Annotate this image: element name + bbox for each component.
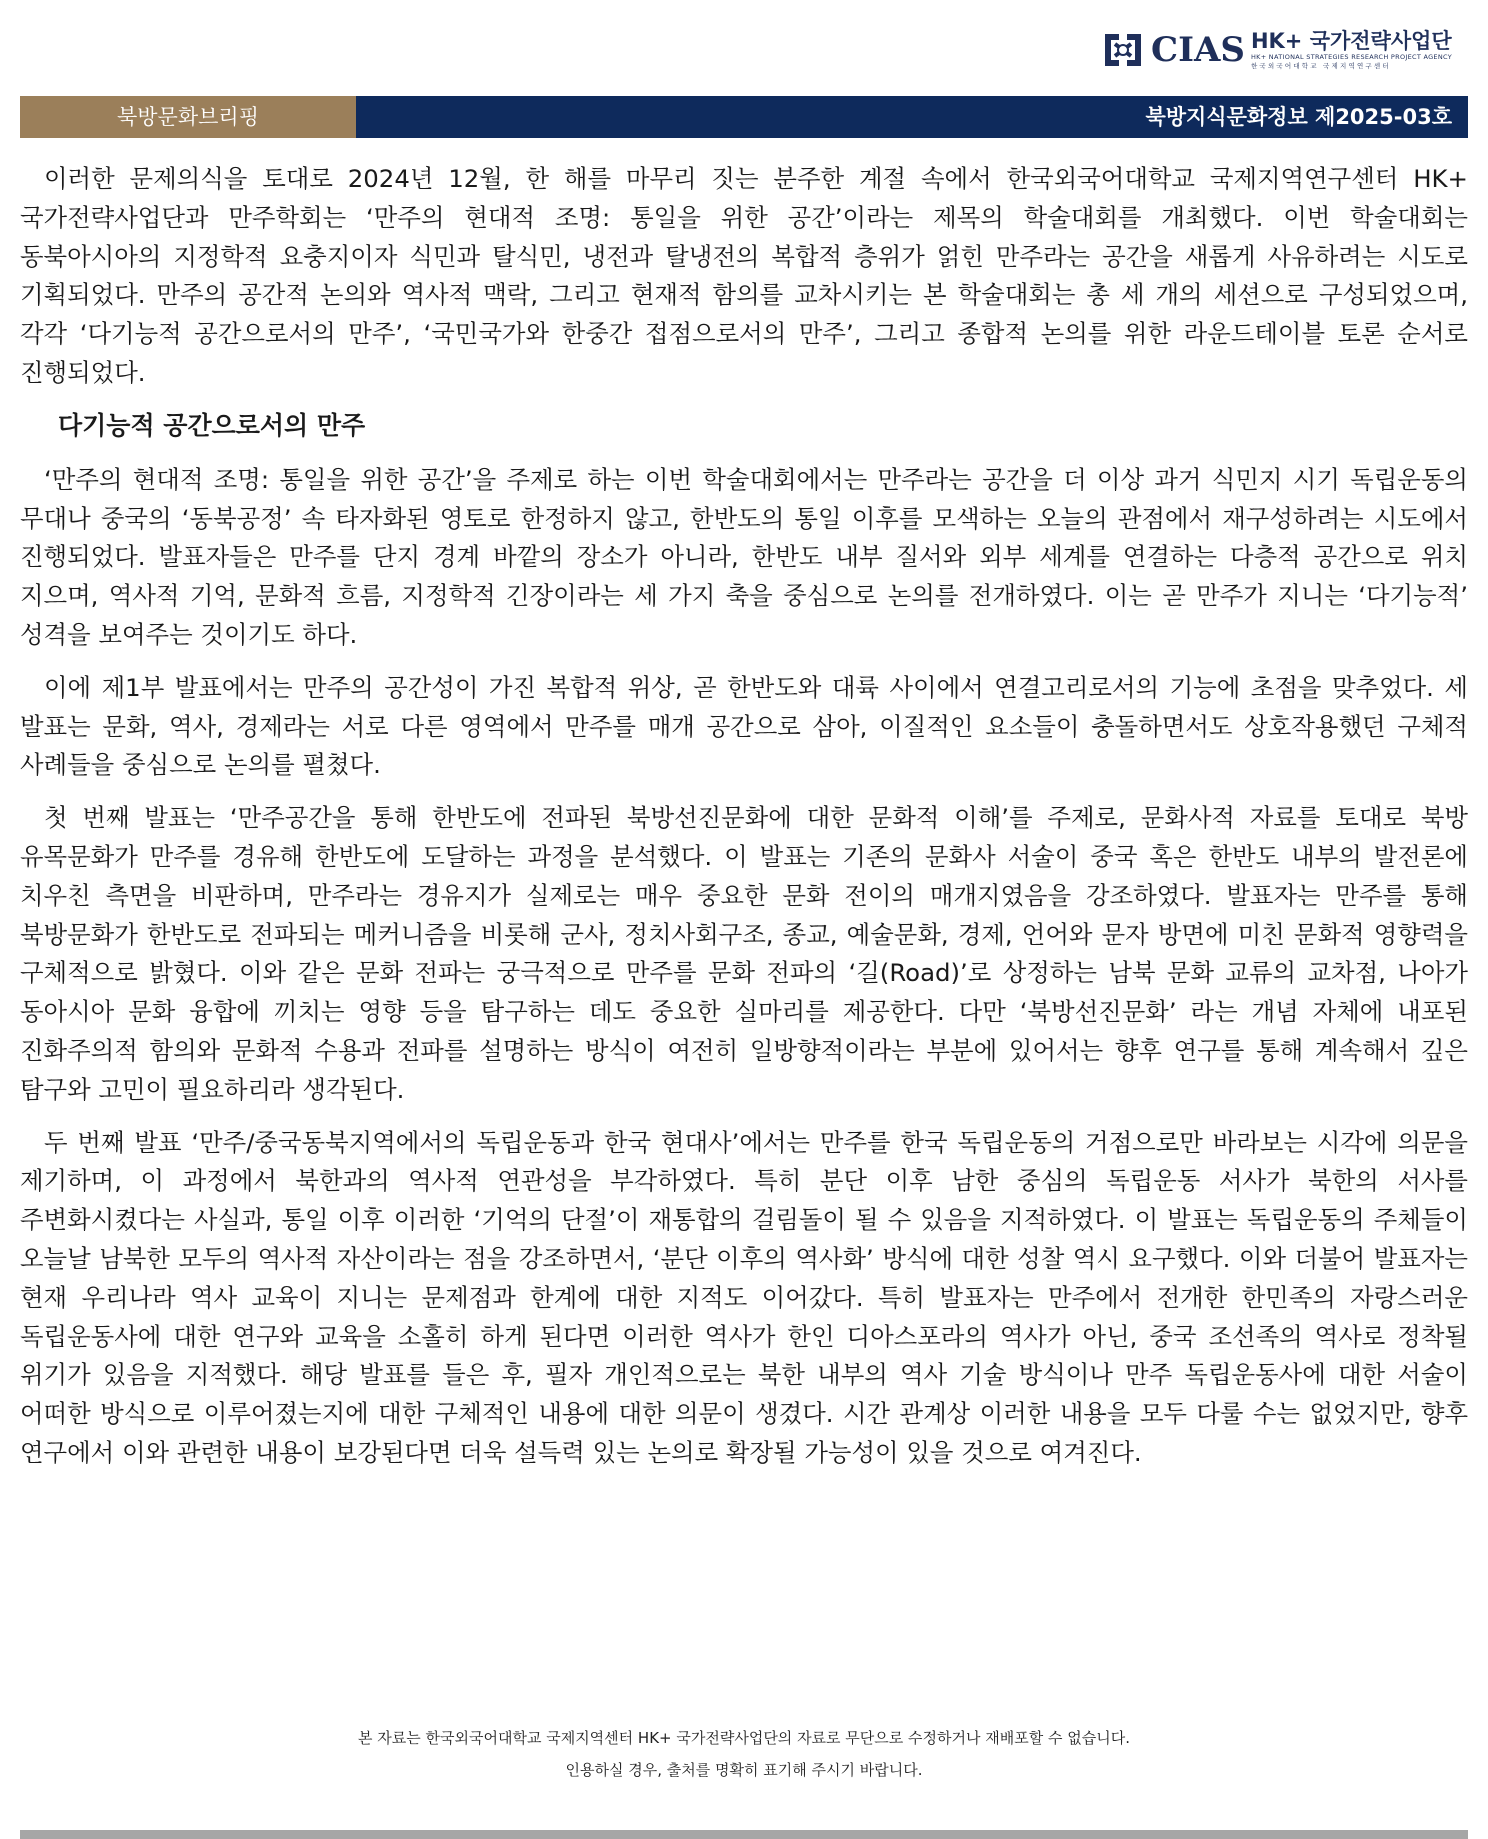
logo-subtitle-en: HK+ NATIONAL STRATEGIES RESEARCH PROJECT AGENCY [1250,53,1452,61]
footer-divider [20,1830,1468,1839]
article-body [20,160,1468,1487]
paragraph-part1: 이에 제1부 발표에서는 만주의 공간성이 가진 복합적 위상, 곧 한반도와 대륙 사이에서 연결고리로서의 기능에 초점을 맞추었다. 세 발표는 문화, 역사, 경제라는 서로 다른 영역에서 만주를 매개 공간으로 삼아, 이질적인 요소들이 충돌하면서도 상호작용했던 구체적 사례들을 중심으로 논의를 펼쳤다. [20,672,1468,780]
paragraph-section-overview: ‘만주의 현대적 조명: 통일을 위한 공간’을 주제로 하는 이번 학술대회에서는 만주라는 공간을 더 이상 과거 식민지 시기 독립운동의 무대나 중국의 ‘동북공정’ 속 타자화된 영토로 한정하지 않고, 한반도의 통일 이후를 모색하는 오늘의 관점에서 재구성하려는 시도에서 진행되었다. 발표자들은 만주를 단지 경계 바깥의 장소가 아니라, 한반도 내부 질서와 외부 세계를 연결하는 다층적 공간으로 위치 지으며, 역사적 기억, 문화적 흐름, 지정학적 긴장이라는 세 가지 축을 중심으로 논의를 전개하였다. 이는 곧 만주가 지니는 ‘다기능적’ 성격을 보여주는 것이기도 하다. [20,464,1468,649]
paragraph-intro: 이러한 문제의식을 토대로 2024년 12월, 한 해를 마무리 짓는 분주한 계절 속에서 한국외국어대학교 국제지역연구센터 HK+ 국가전략사업단과 만주학회는 ‘만주의 현대적 조명: 통일을 위한 공간’이라는 제목의 학술대회를 개최했다. 이번 학술대회는 동북아시아의 지정학적 요충지이자 식민과 탈식민, 냉전과 탈냉전의 복합적 층위가 얽힌 만주라는 공간을 새롭게 사유하려는 시도로 기획되었다. 만주의 공간적 논의와 역사적 맥락, 그리고 현재적 함의를 교차시키는 본 학술대회는 총 세 개의 세션으로 구성되었으며, 각각 ‘다기능적 공간으로서의 만주’, ‘국민국가와 한중간 접점으로서의 만주’, 그리고 종합적 논의를 위한 라운드테이블 토론 순서로 진행되었다. [20,164,1468,387]
issue-number-label: 북방지식문화정보 제2025-03호 [356,96,1468,138]
logo-brand-text: CIAS [1151,30,1245,70]
footer-copyright: 본 자료는 한국외국어대학교 국제지역센터 HK+ 국가전략사업단의 자료로 무단으로 수정하거나 재배포할 수 없습니다. [358,1729,1130,1747]
cias-logo [1101,22,1452,78]
paragraph-first-presentation: 첫 번째 발표는 ‘만주공간을 통해 한반도에 전파된 북방선진문화에 대한 문화적 이해’를 주제로, 문화사적 자료를 토대로 북방 유목문화가 만주를 경유해 한반도에 도달하는 과정을 분석했다. 이 발표는 기존의 문화사 서술이 중국 혹은 한반도 내부의 발전론에 치우친 측면을 비판하며, 만주라는 경유지가 실제로는 매우 중요한 문화 전이의 매개지였음을 강조하였다. 발표자는 만주를 통해 북방문화가 한반도로 전파되는 메커니즘을 비롯해 군사, 정치사회구조, 종교, 예술문화, 경제, 언어와 문자 방면에 미친 문화적 영향력을 구체적으로 밝혔다. 이와 같은 문화 전파는 궁극적으로 만주를 문화 전파의 ‘길(Road)’로 상정하는 남북 문화 교류의 교차점, 나아가 동아시아 문화 융합에 끼치는 영향 등을 탐구하는 데도 중요한 실마리를 제공한다. 다만 ‘북방선진문화’ 라는 개념 자체에 내포된 진화주의적 함의와 문화적 수용과 전파를 설명하는 방식이 여전히 일방향적이라는 부분에 있어서는 향후 연구를 통해 계속해서 깊은 탐구와 고민이 필요하리라 생각된다. [20,803,1468,1104]
section-heading: 다기능적 공간으로서의 만주 [58,410,366,440]
logo-title: HK+ 국가전략사업단 [1250,29,1452,53]
logo-text-block [1251,29,1452,71]
logo-subtitle-kr: 한국외국어대학교 국제지역연구센터 [1250,62,1391,70]
paragraph-second-presentation: 두 번째 발표 ‘만주/중국동북지역에서의 독립운동과 한국 현대사’에서는 만주를 한국 독립운동의 거점으로만 바라보는 시각에 의문을 제기하며, 이 과정에서 북한과의 역사적 연관성을 부각하였다. 특히 분단 이후 남한 중심의 독립운동 서사가 북한의 서사를 주변화시켰다는 사실과, 통일 이후 이러한 ‘기억의 단절’이 재통합의 걸림돌이 될 수 있음을 지적하였다. 이 발표는 독립운동의 주체들이 오늘날 남북한 모두의 역사적 자산이라는 점을 강조하면서, ‘분단 이후의 역사화’ 방식에 대한 성찰 역시 요구했다. 이와 더불어 발표자는 현재 우리나라 역사 교육이 지니는 문제점과 한계에 대한 지적도 이어갔다. 특히 발표자는 만주에서 전개한 한민족의 자랑스러운 독립운동사에 대한 연구와 교육을 소홀히 하게 된다면 이러한 역사가 한인 디아스포라의 역사가 아닌, 중국 조선족의 역사로 정착될 위기가 있음을 지적했다. 해당 발표를 들은 후, 필자 개인적으로는 북한 내부의 역사 기술 방식이나 만주 독립운동사에 대한 서술이 어떠한 방식으로 이루어졌는지에 대한 구체적인 내용에 대한 의문이 생겼다. 시간 관계상 이러한 내용을 모두 다룰 수는 없었지만, 향후 연구에서 이와 관련한 내용이 보강된다면 더욱 설득력 있는 논의로 확장될 가능성이 있을 것으로 여겨진다. [20,1127,1468,1467]
briefing-category-label: 북방문화브리핑 [20,96,356,138]
header-bar [20,96,1468,138]
cias-emblem-icon [1101,28,1145,72]
footer-notice [0,1722,1488,1786]
footer-citation: 인용하실 경우, 출처를 명확히 표기해 주시기 바랍니다. [565,1761,923,1779]
